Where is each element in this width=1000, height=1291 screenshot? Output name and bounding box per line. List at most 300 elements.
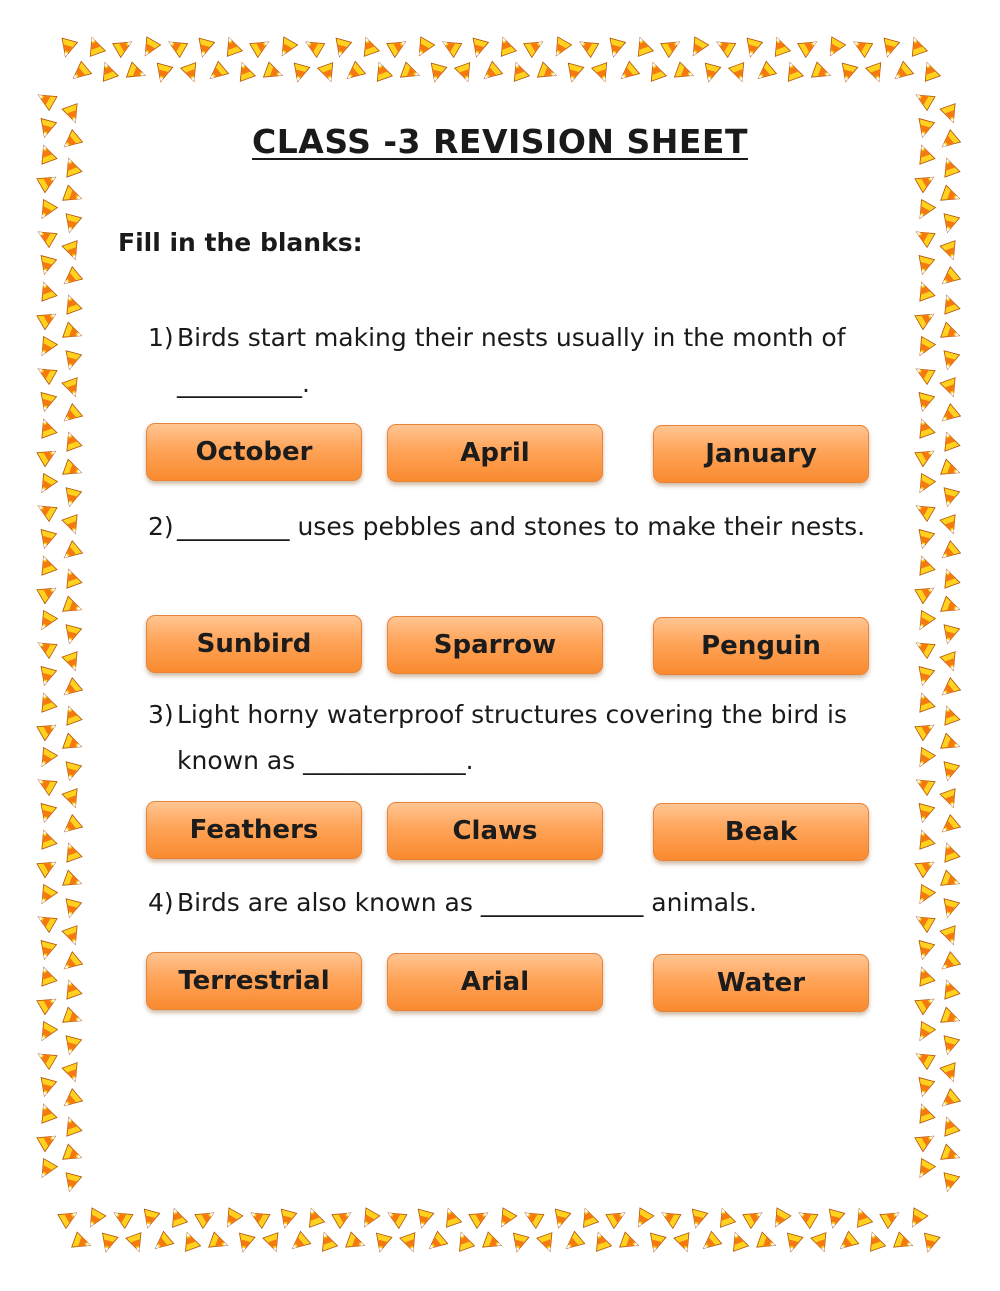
candy-corn-icon bbox=[63, 870, 84, 891]
candy-corn-icon bbox=[318, 63, 339, 84]
candy-corn-icon bbox=[59, 1089, 82, 1112]
candy-corn-icon bbox=[62, 488, 82, 509]
candy-corn-icon bbox=[940, 1036, 960, 1057]
candy-corn-icon bbox=[939, 978, 960, 999]
option-october-button[interactable]: October bbox=[146, 423, 362, 481]
candy-corn-icon bbox=[937, 404, 960, 427]
candy-corn-icon bbox=[61, 430, 82, 451]
candy-corn-icon bbox=[914, 828, 935, 849]
candy-corn-icon bbox=[939, 1115, 960, 1136]
candy-corn-icon bbox=[811, 1233, 832, 1254]
candy-corn-icon bbox=[439, 35, 462, 57]
candy-corn-icon bbox=[63, 322, 84, 343]
candy-corn-icon bbox=[940, 1173, 960, 1194]
candy-corn-icon bbox=[798, 35, 821, 57]
candy-corn-icon bbox=[234, 60, 255, 81]
candy-corn-icon bbox=[835, 1231, 858, 1254]
instruction-text: Fill in the blanks: bbox=[118, 228, 363, 257]
candy-corn-icon bbox=[524, 35, 547, 57]
candy-corn-icon bbox=[495, 35, 516, 56]
candy-corn-icon bbox=[181, 63, 202, 84]
candy-corn-icon bbox=[686, 37, 708, 60]
candy-corn-icon bbox=[795, 1206, 818, 1228]
option-april-button[interactable]: April bbox=[387, 424, 603, 482]
candy-corn-icon bbox=[387, 35, 410, 57]
candy-corn-icon bbox=[939, 841, 960, 862]
candy-corn-icon bbox=[940, 625, 960, 646]
candy-corn-icon bbox=[783, 1233, 803, 1254]
candy-corn-icon bbox=[919, 60, 940, 81]
candy-corn-icon bbox=[645, 60, 666, 81]
candy-corn-icon bbox=[912, 1047, 935, 1069]
candy-corn-icon bbox=[838, 63, 858, 84]
candy-corn-icon bbox=[287, 1231, 310, 1254]
candy-corn-icon bbox=[915, 444, 938, 466]
question-number: 2) bbox=[148, 512, 174, 541]
candy-corn-icon bbox=[110, 1206, 133, 1228]
candy-corn-icon bbox=[98, 1233, 118, 1254]
candy-corn-icon bbox=[68, 61, 91, 84]
candy-corn-icon bbox=[941, 733, 962, 754]
candy-corn-icon bbox=[62, 652, 83, 673]
candy-corn-icon bbox=[332, 1206, 355, 1228]
candy-corn-icon bbox=[61, 567, 82, 588]
candy-corn-icon bbox=[62, 1063, 83, 1084]
candy-corn-icon bbox=[940, 762, 960, 783]
candy-corn-icon bbox=[35, 474, 57, 497]
candy-corn-icon bbox=[63, 1007, 84, 1028]
candy-corn-icon bbox=[62, 762, 82, 783]
candy-corn-icon bbox=[606, 1206, 629, 1228]
candy-corn-icon bbox=[914, 280, 935, 301]
candy-corn-icon bbox=[509, 1233, 529, 1254]
candy-corn-icon bbox=[37, 941, 57, 962]
candy-corn-icon bbox=[277, 1209, 297, 1230]
candy-corn-icon bbox=[915, 804, 935, 825]
candy-corn-icon bbox=[63, 185, 84, 206]
option-arial-button[interactable]: Arial bbox=[387, 953, 603, 1011]
candy-corn-icon bbox=[880, 38, 900, 59]
worksheet-title: CLASS -3 REVISION SHEET bbox=[252, 122, 748, 161]
candy-corn-icon bbox=[549, 37, 571, 60]
candy-corn-icon bbox=[302, 35, 325, 57]
candy-corn-icon bbox=[37, 718, 60, 740]
candy-corn-icon bbox=[915, 1078, 935, 1099]
candy-corn-icon bbox=[939, 704, 960, 725]
candy-corn-icon bbox=[37, 170, 60, 192]
candy-corn-icon bbox=[34, 773, 57, 795]
candy-corn-icon bbox=[674, 62, 695, 83]
candy-corn-icon bbox=[769, 35, 790, 56]
candy-corn-icon bbox=[688, 1209, 708, 1230]
question-number: 1) bbox=[148, 323, 174, 352]
candy-corn-icon bbox=[59, 952, 82, 975]
option-january-button[interactable]: January bbox=[653, 425, 869, 483]
option-terrestrial-button[interactable]: Terrestrial bbox=[146, 952, 362, 1010]
candy-corn-icon bbox=[632, 35, 653, 56]
candy-corn-icon bbox=[941, 459, 962, 480]
candy-corn-icon bbox=[37, 581, 60, 603]
candy-corn-icon bbox=[592, 63, 613, 84]
candy-corn-icon bbox=[914, 691, 935, 712]
candy-corn-icon bbox=[753, 61, 776, 84]
candy-corn-icon bbox=[880, 1206, 903, 1228]
candy-corn-icon bbox=[34, 636, 57, 658]
candy-corn-icon bbox=[905, 1208, 927, 1231]
candy-corn-icon bbox=[914, 1102, 935, 1123]
candy-corn-icon bbox=[743, 1206, 766, 1228]
candy-corn-icon bbox=[138, 37, 160, 60]
candy-corn-icon bbox=[646, 1233, 666, 1254]
candy-corn-icon bbox=[521, 1206, 544, 1228]
candy-corn-icon bbox=[913, 611, 935, 634]
candy-corn-icon bbox=[165, 35, 188, 57]
candy-corn-icon bbox=[34, 910, 57, 932]
candy-corn-icon bbox=[674, 1233, 695, 1254]
candy-corn-icon bbox=[915, 170, 938, 192]
candy-corn-icon bbox=[35, 337, 57, 360]
candy-corn-icon bbox=[469, 1206, 492, 1228]
candy-corn-icon bbox=[62, 515, 83, 536]
candy-corn-icon bbox=[914, 554, 935, 575]
option-sparrow-button[interactable]: Sparrow bbox=[387, 616, 603, 674]
candy-corn-icon bbox=[941, 870, 962, 891]
candy-corn-icon bbox=[915, 530, 935, 551]
candy-corn-icon bbox=[937, 267, 960, 290]
candy-corn-icon bbox=[915, 718, 938, 740]
candy-corn-icon bbox=[61, 293, 82, 314]
candy-corn-icon bbox=[915, 393, 935, 414]
candy-corn-icon bbox=[59, 541, 82, 564]
candy-corn-icon bbox=[631, 1208, 653, 1231]
option-claws-button[interactable]: Claws bbox=[387, 802, 603, 860]
option-feathers-button[interactable]: Feathers bbox=[146, 801, 362, 859]
candy-corn-icon bbox=[180, 1230, 201, 1251]
candy-corn-icon bbox=[455, 63, 476, 84]
candy-corn-icon bbox=[167, 1206, 188, 1227]
candy-corn-icon bbox=[537, 62, 558, 83]
candy-corn-icon bbox=[205, 61, 228, 84]
candy-corn-icon bbox=[37, 667, 57, 688]
candy-corn-icon bbox=[757, 1232, 778, 1253]
candy-corn-icon bbox=[63, 1144, 84, 1165]
candy-corn-icon bbox=[34, 225, 57, 247]
candy-corn-icon bbox=[221, 35, 242, 56]
candy-corn-icon bbox=[940, 241, 961, 262]
candy-corn-icon bbox=[658, 1206, 681, 1228]
option-sunbird-button[interactable]: Sunbird bbox=[146, 615, 362, 673]
candy-corn-icon bbox=[62, 214, 82, 235]
candy-corn-icon bbox=[940, 789, 961, 810]
candy-corn-icon bbox=[400, 1233, 421, 1254]
candy-corn-icon bbox=[36, 1102, 57, 1123]
candy-corn-icon bbox=[35, 1022, 57, 1045]
candy-corn-icon bbox=[729, 63, 750, 84]
candy-corn-icon bbox=[823, 37, 845, 60]
candy-corn-icon bbox=[34, 1047, 57, 1069]
candy-corn-icon bbox=[36, 554, 57, 575]
candy-corn-icon bbox=[195, 1206, 218, 1228]
candy-corn-icon bbox=[62, 899, 82, 920]
candy-corn-icon bbox=[940, 926, 961, 947]
candy-corn-icon bbox=[342, 61, 365, 84]
candy-corn-icon bbox=[37, 1129, 60, 1151]
candy-corn-icon bbox=[715, 1206, 736, 1227]
candy-corn-icon bbox=[62, 1036, 82, 1057]
candy-corn-icon bbox=[939, 430, 960, 451]
candy-corn-icon bbox=[915, 992, 938, 1014]
candy-corn-icon bbox=[937, 541, 960, 564]
candy-corn-icon bbox=[913, 337, 935, 360]
candy-corn-icon bbox=[743, 38, 763, 59]
candy-corn-icon bbox=[698, 1231, 721, 1254]
candy-corn-icon bbox=[937, 815, 960, 838]
candy-corn-icon bbox=[317, 1230, 338, 1251]
candy-corn-icon bbox=[894, 1232, 915, 1253]
candy-corn-icon bbox=[37, 393, 57, 414]
candy-corn-icon bbox=[58, 1206, 81, 1228]
candy-corn-icon bbox=[36, 691, 57, 712]
candy-corn-icon bbox=[34, 362, 57, 384]
candy-corn-icon bbox=[912, 910, 935, 932]
candy-corn-icon bbox=[915, 1129, 938, 1151]
candy-corn-icon bbox=[912, 499, 935, 521]
candy-corn-icon bbox=[290, 63, 310, 84]
candy-corn-icon bbox=[915, 855, 938, 877]
candy-corn-icon bbox=[34, 499, 57, 521]
candy-corn-icon bbox=[63, 596, 84, 617]
candy-corn-icon bbox=[427, 63, 447, 84]
candy-corn-icon bbox=[578, 1206, 599, 1227]
candy-corn-icon bbox=[62, 625, 82, 646]
candy-corn-icon bbox=[332, 38, 352, 59]
candy-corn-icon bbox=[914, 965, 935, 986]
candy-corn-icon bbox=[941, 1144, 962, 1165]
candy-corn-icon bbox=[441, 1206, 462, 1227]
candy-corn-icon bbox=[62, 241, 83, 262]
candy-corn-icon bbox=[140, 1209, 160, 1230]
candy-corn-icon bbox=[912, 773, 935, 795]
candy-corn-icon bbox=[357, 1208, 379, 1231]
candy-corn-icon bbox=[36, 417, 57, 438]
candy-corn-icon bbox=[414, 1209, 434, 1230]
candy-corn-icon bbox=[940, 351, 960, 372]
candy-corn-icon bbox=[37, 992, 60, 1014]
candy-corn-icon bbox=[494, 1208, 516, 1231]
candy-corn-icon bbox=[616, 61, 639, 84]
candy-corn-icon bbox=[34, 88, 57, 110]
candy-corn-icon bbox=[36, 280, 57, 301]
candy-corn-icon bbox=[937, 952, 960, 975]
candy-corn-icon bbox=[250, 35, 273, 57]
candy-corn-icon bbox=[915, 307, 938, 329]
candy-corn-icon bbox=[866, 63, 887, 84]
candy-corn-icon bbox=[782, 60, 803, 81]
candy-corn-icon bbox=[576, 35, 599, 57]
candy-corn-icon bbox=[941, 185, 962, 206]
question-2 bbox=[148, 504, 888, 550]
candy-corn-icon bbox=[941, 322, 962, 343]
candy-corn-icon bbox=[126, 62, 147, 83]
candy-corn-icon bbox=[940, 1063, 961, 1084]
option-water-button[interactable]: Water bbox=[653, 954, 869, 1012]
question-4 bbox=[148, 880, 888, 926]
candy-corn-icon bbox=[126, 1233, 147, 1254]
candy-corn-icon bbox=[59, 678, 82, 701]
candy-corn-icon bbox=[939, 293, 960, 314]
candy-corn-icon bbox=[768, 1208, 790, 1231]
candy-corn-icon bbox=[912, 225, 935, 247]
candy-corn-icon bbox=[912, 362, 935, 384]
candy-corn-icon bbox=[35, 885, 57, 908]
candy-corn-icon bbox=[61, 704, 82, 725]
question-text: Birds start making their nests usually in the month of __________. bbox=[177, 323, 846, 398]
candy-corn-icon bbox=[479, 61, 502, 84]
candy-corn-icon bbox=[825, 1209, 845, 1230]
candy-corn-icon bbox=[940, 488, 960, 509]
question-text: _________ uses pebbles and stones to make their nests. bbox=[177, 512, 866, 541]
candy-corn-icon bbox=[235, 1233, 255, 1254]
candy-corn-icon bbox=[220, 1208, 242, 1231]
candy-corn-icon bbox=[564, 63, 584, 84]
candy-corn-icon bbox=[852, 1206, 873, 1227]
candy-corn-icon bbox=[35, 611, 57, 634]
candy-corn-icon bbox=[37, 530, 57, 551]
candy-corn-icon bbox=[483, 1232, 504, 1253]
candy-corn-icon bbox=[72, 1232, 93, 1253]
candy-corn-icon bbox=[941, 1007, 962, 1028]
candy-corn-icon bbox=[940, 378, 961, 399]
question-number: 4) bbox=[148, 888, 174, 917]
candy-corn-icon bbox=[63, 733, 84, 754]
candy-corn-icon bbox=[591, 1230, 612, 1251]
candy-corn-icon bbox=[914, 417, 935, 438]
candy-corn-icon bbox=[358, 35, 379, 56]
candy-corn-icon bbox=[153, 63, 173, 84]
candy-corn-icon bbox=[195, 38, 215, 59]
candy-corn-icon bbox=[937, 1089, 960, 1112]
candy-corn-icon bbox=[62, 789, 83, 810]
candy-corn-icon bbox=[920, 1233, 940, 1254]
candy-corn-icon bbox=[97, 60, 118, 81]
candy-corn-icon bbox=[59, 267, 82, 290]
candy-corn-icon bbox=[940, 214, 960, 235]
candy-corn-icon bbox=[35, 1159, 57, 1182]
candy-corn-icon bbox=[537, 1233, 558, 1254]
candy-corn-icon bbox=[551, 1209, 571, 1230]
candy-corn-icon bbox=[247, 1206, 270, 1228]
candy-corn-icon bbox=[939, 567, 960, 588]
candy-corn-icon bbox=[263, 1233, 284, 1254]
candy-corn-icon bbox=[371, 60, 392, 81]
candy-corn-icon bbox=[62, 351, 82, 372]
candy-corn-icon bbox=[37, 804, 57, 825]
candy-corn-icon bbox=[941, 596, 962, 617]
candy-corn-icon bbox=[469, 38, 489, 59]
candy-corn-icon bbox=[412, 37, 434, 60]
candy-corn-icon bbox=[36, 828, 57, 849]
question-3 bbox=[148, 692, 888, 784]
candy-corn-icon bbox=[940, 515, 961, 536]
option-penguin-button[interactable]: Penguin bbox=[653, 617, 869, 675]
candy-corn-icon bbox=[400, 62, 421, 83]
candy-corn-icon bbox=[63, 459, 84, 480]
question-number: 3) bbox=[148, 700, 174, 729]
candy-corn-icon bbox=[61, 978, 82, 999]
candy-corn-icon bbox=[59, 815, 82, 838]
candy-corn-icon bbox=[209, 1232, 230, 1253]
candy-corn-icon bbox=[62, 1173, 82, 1194]
option-beak-button[interactable]: Beak bbox=[653, 803, 869, 861]
candy-corn-icon bbox=[304, 1206, 325, 1227]
candy-corn-icon bbox=[913, 474, 935, 497]
candy-corn-icon bbox=[35, 200, 57, 223]
candy-corn-icon bbox=[913, 1022, 935, 1045]
candy-corn-icon bbox=[606, 38, 626, 59]
candy-corn-icon bbox=[275, 37, 297, 60]
candy-corn-icon bbox=[424, 1231, 447, 1254]
candy-corn-icon bbox=[58, 38, 78, 59]
candy-corn-icon bbox=[915, 667, 935, 688]
candy-corn-icon bbox=[263, 62, 284, 83]
candy-corn-icon bbox=[454, 1230, 475, 1251]
candy-corn-icon bbox=[36, 965, 57, 986]
candy-corn-icon bbox=[372, 1233, 392, 1254]
candy-corn-icon bbox=[912, 636, 935, 658]
candy-corn-icon bbox=[940, 899, 960, 920]
candy-corn-icon bbox=[83, 1208, 105, 1231]
candy-corn-icon bbox=[890, 61, 913, 84]
candy-corn-icon bbox=[915, 581, 938, 603]
candy-corn-icon bbox=[661, 35, 684, 57]
candy-corn-icon bbox=[35, 748, 57, 771]
candy-corn-icon bbox=[865, 1230, 886, 1251]
candy-corn-icon bbox=[906, 35, 927, 56]
candy-corn-icon bbox=[913, 200, 935, 223]
candy-corn-icon bbox=[150, 1231, 173, 1254]
candy-corn-icon bbox=[913, 748, 935, 771]
candy-corn-icon bbox=[912, 88, 935, 110]
candy-corn-icon bbox=[915, 941, 935, 962]
candy-corn-icon bbox=[37, 1078, 57, 1099]
candy-corn-icon bbox=[113, 35, 136, 57]
candy-corn-icon bbox=[59, 404, 82, 427]
candy-corn-icon bbox=[384, 1206, 407, 1228]
candy-corn-icon bbox=[61, 1115, 82, 1136]
candy-corn-icon bbox=[937, 678, 960, 701]
candy-corn-icon bbox=[37, 256, 57, 277]
candy-corn-icon bbox=[37, 444, 60, 466]
candy-corn-icon bbox=[37, 307, 60, 329]
candy-corn-icon bbox=[701, 63, 721, 84]
candy-corn-icon bbox=[62, 378, 83, 399]
candy-corn-icon bbox=[508, 60, 529, 81]
candy-corn-icon bbox=[61, 841, 82, 862]
candy-corn-icon bbox=[811, 62, 832, 83]
candy-corn-icon bbox=[940, 652, 961, 673]
candy-corn-icon bbox=[84, 35, 105, 56]
question-1 bbox=[148, 315, 888, 407]
candy-corn-icon bbox=[913, 885, 935, 908]
candy-corn-icon bbox=[37, 855, 60, 877]
candy-corn-icon bbox=[620, 1232, 641, 1253]
candy-corn-icon bbox=[561, 1231, 584, 1254]
question-text: Light horny waterproof structures covering the bird is known as _____________. bbox=[177, 700, 848, 775]
candy-corn-icon bbox=[913, 1159, 935, 1182]
candy-corn-icon bbox=[713, 35, 736, 57]
candy-corn-icon bbox=[728, 1230, 749, 1251]
candy-corn-icon bbox=[850, 35, 873, 57]
